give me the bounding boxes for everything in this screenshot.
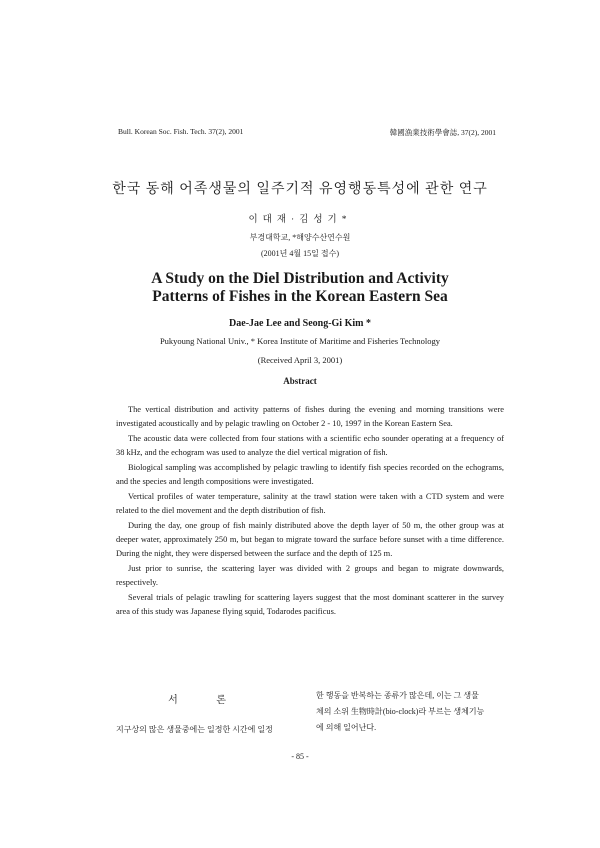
english-title-line-2: Patterns of Fishes in the Korean Eastern Sea bbox=[152, 288, 448, 305]
english-affiliation: Pukyoung National Univ., * Korea Institute of Maritime and Fisheries Technology bbox=[159, 336, 441, 346]
korean-title: 한국 동해 어족생물의 일주기적 유영행동특성에 관한 연구 bbox=[112, 182, 488, 197]
korean-authors: 이대재·김성기* bbox=[248, 215, 352, 225]
abstract-paragraph: Vertical profiles of water temperature, salinity at the trawl station were taken with a CTD system and were related to the diel movement and the depth distribution of fish. bbox=[116, 492, 504, 515]
abstract-paragraph: The vertical distribution and activity patterns of fishes during the evening and morning transitions were investigated acoustically and by pelagic trawling on October 2 - 10, 1997 in the Korean Eastern Sea. bbox=[116, 405, 504, 428]
journal-header-en: Bull. Korean Soc. Fish. Tech. 37(2), 2001 bbox=[118, 127, 244, 136]
english-received-date: (Received April 3, 2001) bbox=[257, 355, 343, 365]
english-title-line-1: A Study on the Diel Distribution and Activity bbox=[151, 270, 449, 287]
abstract-paragraph: During the day, one group of fish mainly distributed above the depth layer of 50 m, the other group was at deeper water, approximately 250 m, but began to migrate toward the surface before sunset with a time difference. During the night, they were dispersed between the surface and the depth of 125 m. bbox=[116, 521, 504, 558]
english-title bbox=[0, 270, 600, 306]
abstract-body bbox=[116, 403, 504, 620]
abstract-paragraph: The acoustic data were collected from four stations with a scientific echo sounder operating at a frequency of 38 kHz, and the echogram was used to analyze the diel vertical migration of fish. bbox=[116, 434, 504, 457]
page-number: - 85 - bbox=[291, 752, 309, 761]
abstract-paragraph: Several trials of pelagic trawling for scattering layers suggest that the most dominant scatterer in the survey area of this study was Japanese flying squid, Todarodes pacificus. bbox=[116, 593, 504, 616]
intro-left-column bbox=[116, 691, 296, 738]
korean-affiliation: 부경대학교, *해양수산연수원 bbox=[249, 233, 351, 242]
journal-header-kr: 韓國漁業技術學會誌, 37(2), 2001 bbox=[389, 128, 496, 137]
abstract-heading: Abstract bbox=[283, 376, 317, 386]
intro-right-column bbox=[316, 688, 506, 736]
abstract-paragraph: Just prior to sunrise, the scattering layer was divided with 2 groups and began to migrate downwards, respectively. bbox=[116, 564, 504, 587]
english-authors: Dae-Jae Lee and Seong-Gi Kim * bbox=[229, 318, 371, 329]
intro-text-line: 한 행동을 반복하는 종류가 많은데, 이는 그 생물 bbox=[316, 691, 479, 700]
intro-text-line: 에 의해 일어난다. bbox=[316, 723, 377, 732]
intro-text-line: 지구상의 많은 생물중에는 일정한 시간에 일정 bbox=[116, 725, 273, 734]
abstract-paragraph: Biological sampling was accomplished by pelagic trawling to identify fish species recorded on the echograms, and the species and length compositions were investigated. bbox=[116, 463, 504, 486]
intro-text-line: 체의 소위 生物時計(bio-clock)라 부르는 생체기능 bbox=[316, 707, 485, 716]
korean-received-date: (2001년 4월 15일 접수) bbox=[261, 249, 339, 258]
intro-heading: 서 론 bbox=[168, 695, 244, 706]
